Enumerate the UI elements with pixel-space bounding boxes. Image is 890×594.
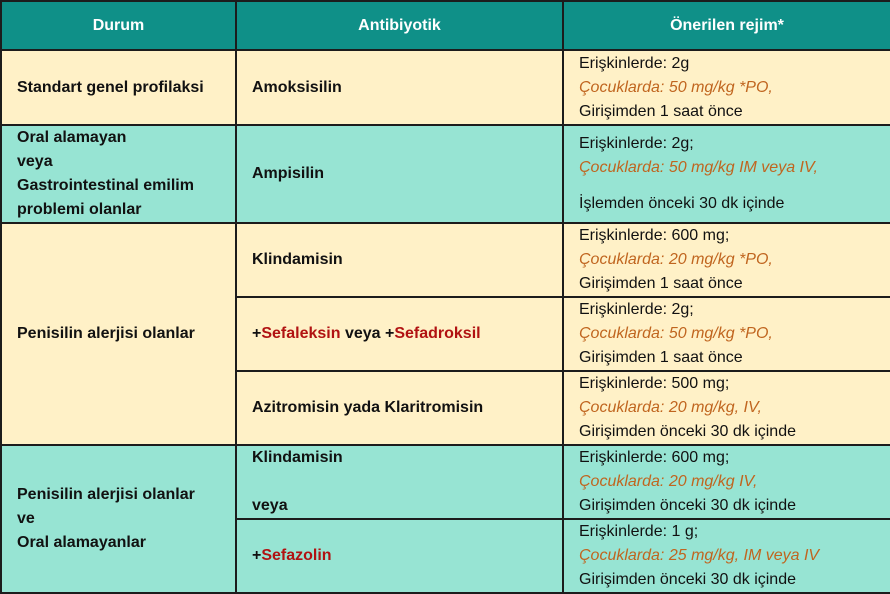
table-row [1, 223, 890, 297]
child-dose: Çocuklarda: 50 mg/kg *PO, [579, 78, 773, 96]
antibiotic-cell [236, 445, 563, 519]
antibiotic-cell: Klindamisin [236, 223, 563, 297]
drug-name-red: Sefadroksil [394, 325, 481, 342]
drug-name-red: Sefazolin [261, 547, 332, 564]
timing: Girişimden önceki 30 dk içinde [579, 423, 796, 440]
header-antibiotic: Antibiyotik [236, 1, 563, 50]
adult-dose: Erişkinlerde: 2g [579, 54, 690, 72]
header-condition: Durum [1, 1, 236, 50]
plus-sign: + [252, 325, 262, 342]
antibiotic-cell: Amoksisilin [236, 50, 563, 125]
timing: İşlemden önceki 30 dk içinde [579, 195, 785, 212]
condition-line: ve [17, 510, 35, 527]
condition-line: Penisilin alerjisi olanlar [17, 486, 195, 503]
timing: Girişimden önceki 30 dk içinde [579, 497, 796, 514]
timing: Girişimden 1 saat önce [579, 349, 743, 366]
adult-dose: Erişkinlerde: 600 mg; [579, 227, 730, 244]
child-dose: Çocuklarda: 50 mg/kg IM veya IV, [579, 159, 818, 176]
condition-cell [1, 125, 236, 223]
or-word: veya [340, 325, 385, 342]
regimen-cell [563, 125, 890, 223]
condition-cell: Penisilin alerjisi olanlar [1, 223, 236, 445]
adult-dose: Erişkinlerde: 1 g; [579, 523, 699, 540]
child-dose: Çocuklarda: 20 mg/kg, IV, [579, 399, 762, 416]
condition-cell [1, 445, 236, 593]
adult-dose: Erişkinlerde: 600 mg; [579, 449, 730, 466]
regimen-cell [563, 297, 890, 371]
antibiotic-line: Klindamisin [252, 449, 343, 466]
spacer [579, 180, 890, 192]
plus-sign: + [384, 325, 395, 342]
plus-sign: + [252, 547, 262, 564]
regimen-cell [563, 371, 890, 445]
antibiotic-cell: Azitromisin yada Klaritromisin [236, 371, 563, 445]
timing: Girişimden önceki 30 dk içinde [579, 571, 796, 588]
header-row [1, 1, 890, 50]
child-dose: Çocuklarda: 20 mg/kg IV, [579, 473, 758, 490]
child-dose: Çocuklarda: 50 mg/kg *PO, [579, 325, 773, 342]
adult-dose: Erişkinlerde: 500 mg; [579, 375, 730, 392]
condition-cell: Standart genel profilaksi [1, 50, 236, 125]
condition-line: veya [17, 153, 53, 170]
regimen-cell [563, 445, 890, 519]
table-row [1, 125, 890, 223]
condition-line: Oral alamayan [17, 129, 127, 146]
condition-line: Gastrointestinal emilim [17, 177, 194, 194]
adult-dose: Erişkinlerde: 2g; [579, 135, 694, 152]
header-regimen: Önerilen rejim* [563, 1, 890, 50]
adult-dose: Erişkinlerde: 2g; [579, 301, 694, 318]
antibiotic-line: veya [252, 497, 288, 514]
drug-name-red: Sefaleksin [261, 325, 341, 342]
timing: Girişimden 1 saat önce [579, 275, 743, 292]
condition-line: Oral alamayanlar [17, 534, 146, 551]
antibiotic-cell: Ampisilin [236, 125, 563, 223]
condition-line: problemi olanlar [17, 201, 142, 218]
timing: Girişimden 1 saat önce [579, 102, 743, 120]
child-dose: Çocuklarda: 20 mg/kg *PO, [579, 251, 773, 268]
spacer [252, 470, 562, 494]
table-row [1, 445, 890, 519]
regimen-cell [563, 223, 890, 297]
table-row [1, 50, 890, 125]
antibiotic-cell [236, 297, 563, 371]
child-dose: Çocuklarda: 25 mg/kg, IM veya IV [579, 547, 820, 564]
regimen-cell [563, 50, 890, 125]
